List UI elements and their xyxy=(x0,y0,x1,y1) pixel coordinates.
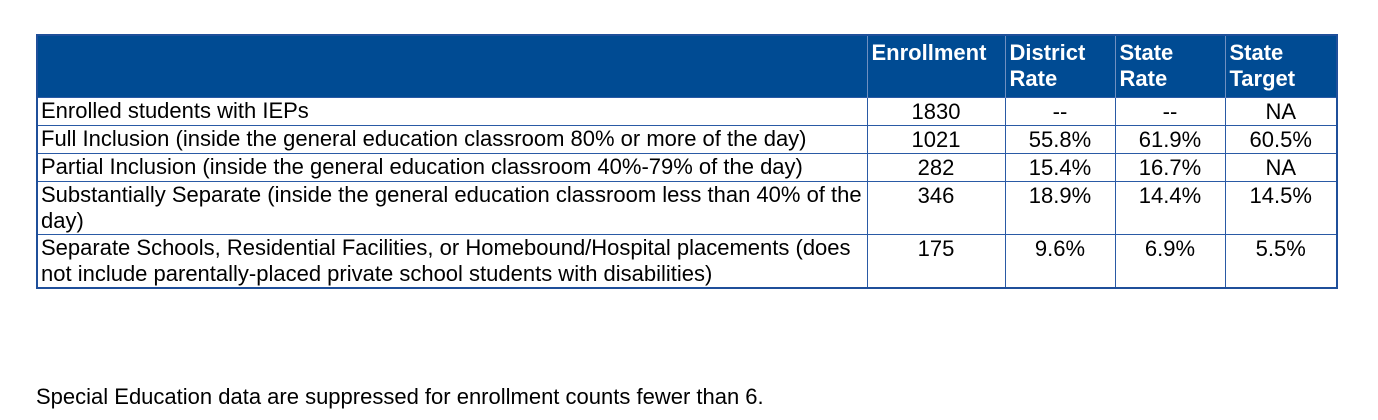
district-rate-cell: -- xyxy=(1005,98,1115,126)
district-rate-cell: 15.4% xyxy=(1005,154,1115,182)
table-row xyxy=(37,126,1337,154)
row-label: Substantially Separate (inside the general education classroom less than 40% of the day) xyxy=(37,182,867,235)
state-target-cell: NA xyxy=(1225,154,1337,182)
header-cell-district-rate xyxy=(1005,35,1115,98)
header-state-rate-line2: Rate xyxy=(1119,66,1168,91)
table-row xyxy=(37,154,1337,182)
table-row xyxy=(37,235,1337,289)
table-header-row xyxy=(37,35,1337,98)
state-rate-cell: 6.9% xyxy=(1115,235,1225,289)
state-rate-cell: 14.4% xyxy=(1115,182,1225,235)
row-label: Partial Inclusion (inside the general education classroom 40%-79% of the day) xyxy=(37,154,867,182)
row-label: Enrolled students with IEPs xyxy=(37,98,867,126)
state-target-cell: 60.5% xyxy=(1225,126,1337,154)
special-education-table-container xyxy=(36,34,1336,289)
state-rate-cell: 16.7% xyxy=(1115,154,1225,182)
header-cell-description xyxy=(37,35,867,98)
header-cell-state-rate xyxy=(1115,35,1225,98)
header-cell-enrollment xyxy=(867,35,1005,98)
state-rate-cell: -- xyxy=(1115,98,1225,126)
enrollment-cell: 1830 xyxy=(867,98,1005,126)
special-education-table xyxy=(36,34,1338,289)
header-state-rate-line1: State xyxy=(1119,40,1174,65)
table-row xyxy=(37,182,1337,235)
district-rate-cell: 55.8% xyxy=(1005,126,1115,154)
suppression-footnote: Special Education data are suppressed for enrollment counts fewer than 6. xyxy=(36,384,764,409)
enrollment-cell: 346 xyxy=(867,182,1005,235)
enrollment-cell: 282 xyxy=(867,154,1005,182)
header-enrollment-line1: Enrollment xyxy=(871,40,987,65)
table-row xyxy=(37,98,1337,126)
state-target-cell: 5.5% xyxy=(1225,235,1337,289)
header-district-line1: District xyxy=(1009,40,1086,65)
header-state-target-line2: Target xyxy=(1229,66,1296,91)
header-district-line2: Rate xyxy=(1009,66,1058,91)
row-label: Separate Schools, Residential Facilities, or Homebound/Hospital placements (does not include parentally-placed private school students with disabilities) xyxy=(37,235,867,289)
row-label: Full Inclusion (inside the general education classroom 80% or more of the day) xyxy=(37,126,867,154)
state-target-cell: 14.5% xyxy=(1225,182,1337,235)
header-state-target-line1: State xyxy=(1229,40,1284,65)
enrollment-cell: 1021 xyxy=(867,126,1005,154)
district-rate-cell: 9.6% xyxy=(1005,235,1115,289)
enrollment-cell: 175 xyxy=(867,235,1005,289)
district-rate-cell: 18.9% xyxy=(1005,182,1115,235)
state-rate-cell: 61.9% xyxy=(1115,126,1225,154)
state-target-cell: NA xyxy=(1225,98,1337,126)
header-cell-state-target xyxy=(1225,35,1337,98)
